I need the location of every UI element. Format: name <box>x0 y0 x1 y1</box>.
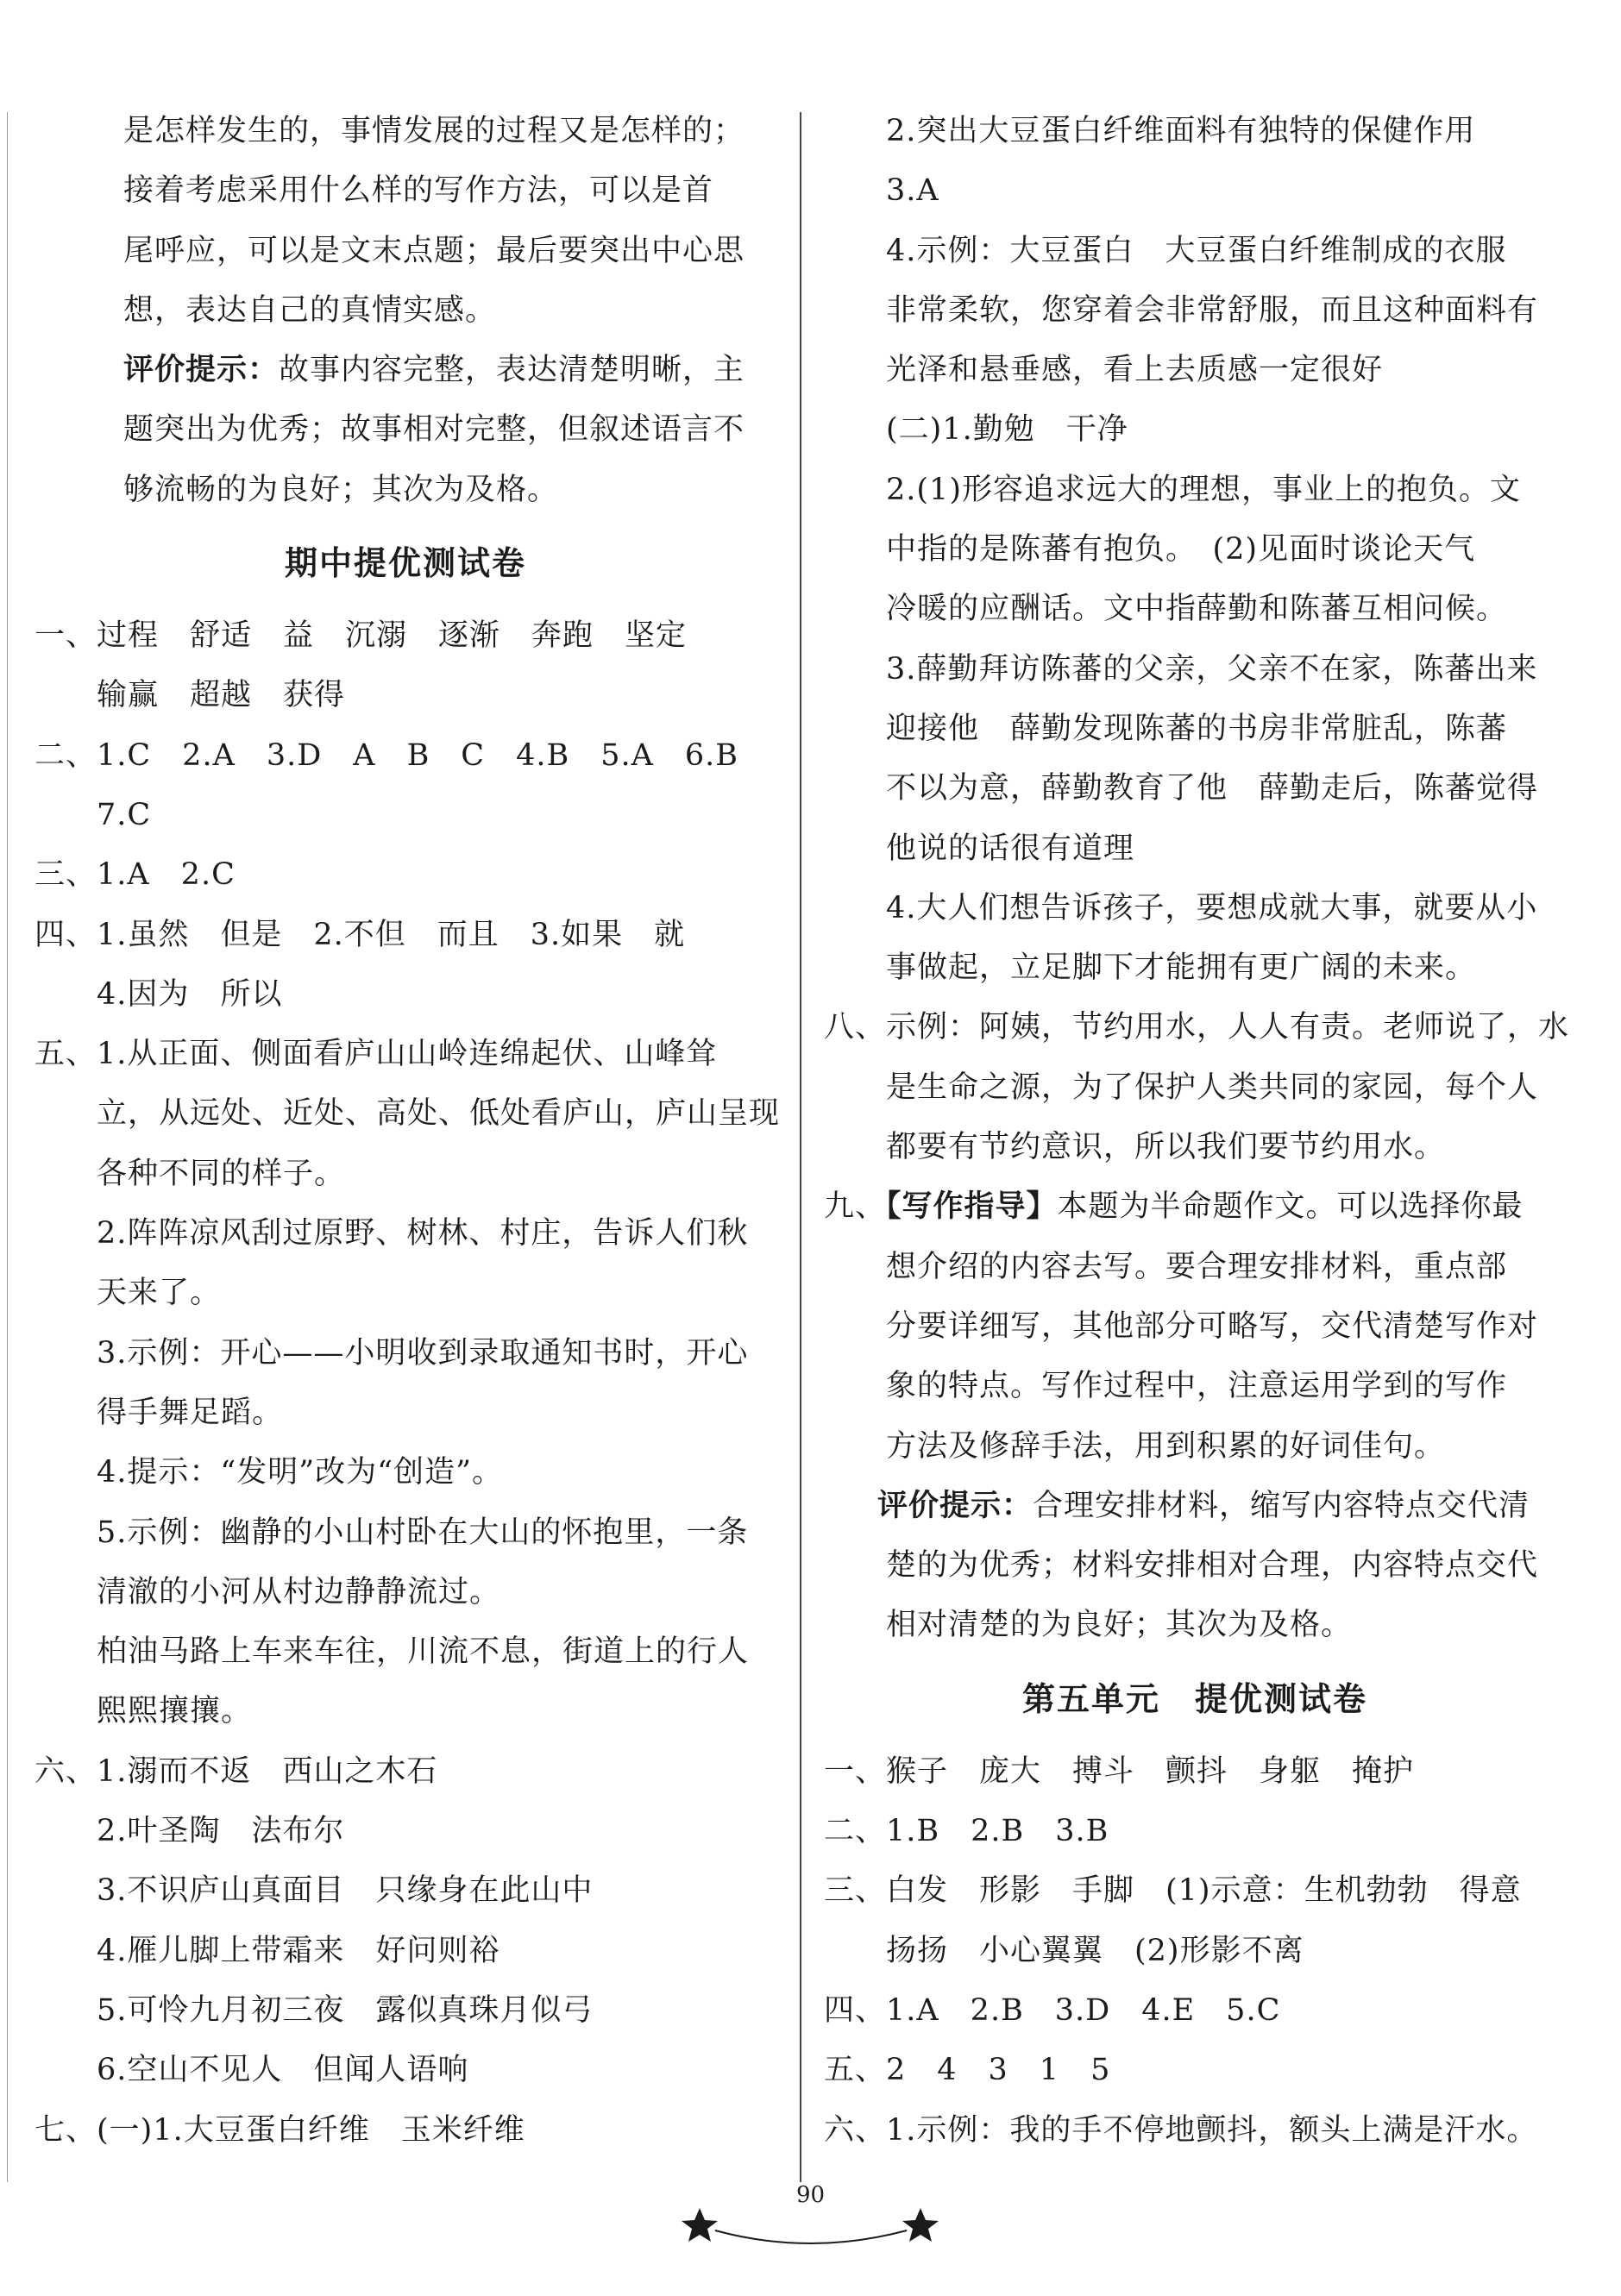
unit5-answers <box>824 1742 1566 2161</box>
answer-line: 3.示例：开心——小明收到录取通知书时，开心 <box>35 1335 749 1371</box>
evaluation-hint <box>35 341 776 400</box>
section-heading-unit5: 第五单元 提优测试卷 <box>1021 1679 1367 1718</box>
answer-line: 各种不同的样子。 <box>35 1156 346 1191</box>
answer-line: 四、1.A 2.B 3.D 4.E 5.C <box>824 1992 1281 2028</box>
answer-line: 三、1.A 2.C <box>35 857 236 893</box>
text-line: 合理安排材料，缩写内容特点交代清 <box>1033 1488 1530 1523</box>
answer-line: 2.突出大豆蛋白纤维面料有独特的保健作用 <box>824 114 1476 148</box>
answer-line: 2.叶圣陶 法布尔 <box>35 1814 345 1849</box>
page-footer <box>0 2180 1621 2275</box>
answer-line: 事做起，立足脚下才能拥有更广阔的未来。 <box>824 950 1477 986</box>
answer-line: 八、示例：阿姨，节约用水，人人有责。老师说了，水 <box>824 1010 1570 1045</box>
writing-guide-label: 【写作指导】 <box>886 1189 1058 1225</box>
two-stars-swoosh-icon <box>681 2205 939 2248</box>
answer-line: 扬扬 小心翼翼 (2)形影不离 <box>824 1933 1304 1968</box>
writing-guide-lines <box>824 1238 1566 1477</box>
answer-line: 6.空山不见人 但闻人语响 <box>35 2053 469 2088</box>
answer-line: 五、2 4 3 1 5 <box>824 2053 1111 2088</box>
answer-line: 非常柔软，您穿着会非常舒服，而且这种面料有 <box>824 292 1539 328</box>
answer-line: 4.提示：“发明”改为“创造”。 <box>35 1455 503 1490</box>
answer-line: 熙熙攘攘。 <box>35 1694 253 1729</box>
answer-line: 二、1.B 2.B 3.B <box>824 1814 1109 1849</box>
evaluation-hint-label: 评价提示： <box>877 1488 1034 1523</box>
evaluation-hint-lines <box>824 1536 1566 1656</box>
section-heading-midterm: 期中提优测试卷 <box>284 544 526 583</box>
answer-line: 4.因为 所以 <box>35 976 283 1012</box>
answer-line: 相对清楚的为良好；其次为及格。 <box>824 1608 1353 1643</box>
answer-line: 4.雁儿脚上带霜来 好问则裕 <box>35 1933 500 1968</box>
answer-line: 3.不识庐山真面目 只缘身在此山中 <box>35 1873 594 1909</box>
answer-line: 方法及修辞手法，用到积累的好词佳句。 <box>824 1428 1446 1464</box>
answer-line: 输赢 超越 获得 <box>35 678 346 713</box>
answer-line: 3.薛勤拜访陈蕃的父亲，父亲不在家，陈蕃出来 <box>824 651 1538 687</box>
reading-answers <box>824 102 1570 1177</box>
answer-line: 4.示例：大豆蛋白 大豆蛋白纤维制成的衣服 <box>824 233 1507 268</box>
answer-line: 光泽和悬垂感，看上去质感一定很好 <box>824 353 1384 388</box>
answer-line: 分要详细写，其他部分可略写，交代清楚写作对 <box>824 1308 1539 1344</box>
answer-line: 四、1.虽然 但是 2.不但 而且 3.如果 就 <box>35 917 686 952</box>
answer-line: 一、过程 舒适 益 沉溺 逐渐 奔跑 坚定 <box>35 618 688 654</box>
answer-line: 楚的为优秀；材料安排相对合理，内容特点交代 <box>824 1548 1539 1584</box>
text-line: 够流畅的为良好；其次为及格。 <box>123 472 559 507</box>
answer-line: 清澈的小河从村边静静流过。 <box>35 1574 501 1609</box>
writing-guide <box>824 1177 1566 1237</box>
text-line: 尾呼应，可以是文末点题；最后要突出中心思 <box>123 233 745 268</box>
text-line: 故事内容完整，表达清楚明晰，主 <box>279 353 745 388</box>
answer-line: (二)1.勤勉 干净 <box>824 412 1128 448</box>
answer-line: 2.阵阵凉风刮过原野、树林、村庄，告诉人们秋 <box>35 1216 749 1252</box>
answer-line: 三、白发 形影 手脚 (1)示意：生机勃勃 得意 <box>824 1873 1522 1909</box>
midterm-answers <box>35 606 781 2161</box>
item-prefix: 九、 <box>824 1189 887 1225</box>
answer-line: 象的特点。写作过程中，注意运用学到的写作 <box>824 1369 1508 1404</box>
answer-line: 都要有节约意识，所以我们要节约用水。 <box>824 1130 1446 1165</box>
evaluation-hint-label: 评价提示： <box>123 353 280 388</box>
text-line: 题突出为优秀；故事相对完整，但叙述语言不 <box>123 412 745 448</box>
answer-line: 5.可怜九月初三夜 露似真珠月似弓 <box>35 1992 594 2028</box>
answer-line: 2.(1)形容追求远大的理想，事业上的抱负。文 <box>824 472 1521 507</box>
answer-line: 六、1.溺而不返 西山之木石 <box>35 1753 438 1789</box>
answer-line: 二、1.C 2.A 3.D A B C 4.B 5.A 6.B <box>35 737 738 773</box>
answer-line: 7.C <box>35 797 152 832</box>
answer-line: 得手舞足蹈。 <box>35 1395 284 1430</box>
text-line: 是怎样发生的，事情发展的过程又是怎样的； <box>123 114 745 148</box>
answer-line: 五、1.从正面、侧面看庐山山岭连绵起伏、山峰耸 <box>35 1037 718 1072</box>
answer-line: 是生命之源，为了保护人类共同的家园，每个人 <box>824 1070 1539 1105</box>
answer-line: 他说的话很有道理 <box>824 831 1135 866</box>
evaluation-hint <box>824 1477 1566 1536</box>
answer-line: 柏油马路上车来车往，川流不息，街道上的行人 <box>35 1634 750 1670</box>
answer-line: 3.A <box>824 173 939 209</box>
text-line: 本题为半命题作文。可以选择你最 <box>1057 1189 1524 1225</box>
answer-line: 六、1.示例：我的手不停地颤抖，额头上满是汗水。 <box>824 2112 1538 2148</box>
answer-line: 天来了。 <box>35 1276 222 1311</box>
answer-line: 一、猴子 庞大 搏斗 颤抖 身躯 掩护 <box>824 1753 1415 1789</box>
answer-line: 冷暖的应酬话。文中指薛勤和陈蕃互相问候。 <box>824 592 1508 627</box>
column-divider <box>800 112 801 2182</box>
page-number: 90 <box>795 2182 826 2208</box>
answer-line: 4.大人们想告诉孩子，要想成就大事，就要从小 <box>824 890 1538 925</box>
answer-line: 七、(一)1.大豆蛋白纤维 玉米纤维 <box>35 2112 525 2148</box>
answer-line: 立，从远处、近处、高处、低处看庐山，庐山呈现 <box>35 1096 781 1132</box>
answer-line: 5.示例：幽静的小山村卧在大山的怀抱里，一条 <box>35 1515 749 1550</box>
text-line: 想，表达自己的真情实感。 <box>123 292 497 328</box>
answer-line: 中指的是陈蕃有抱负。 (2)见面时谈论天气 <box>824 532 1476 568</box>
answer-line: 想介绍的内容去写。要合理安排材料，重点部 <box>824 1249 1508 1284</box>
answer-line: 不以为意，薛勤教育了他 薛勤走后，陈蕃觉得 <box>824 771 1539 806</box>
left-column <box>35 102 781 2161</box>
text-line: 接着考虑采用什么样的写作方法，可以是首 <box>123 173 714 209</box>
page-edge-rule <box>7 112 8 2182</box>
right-column <box>824 102 1570 2161</box>
answer-line: 迎接他 薛勤发现陈蕃的书房非常脏乱，陈蕃 <box>824 711 1508 746</box>
